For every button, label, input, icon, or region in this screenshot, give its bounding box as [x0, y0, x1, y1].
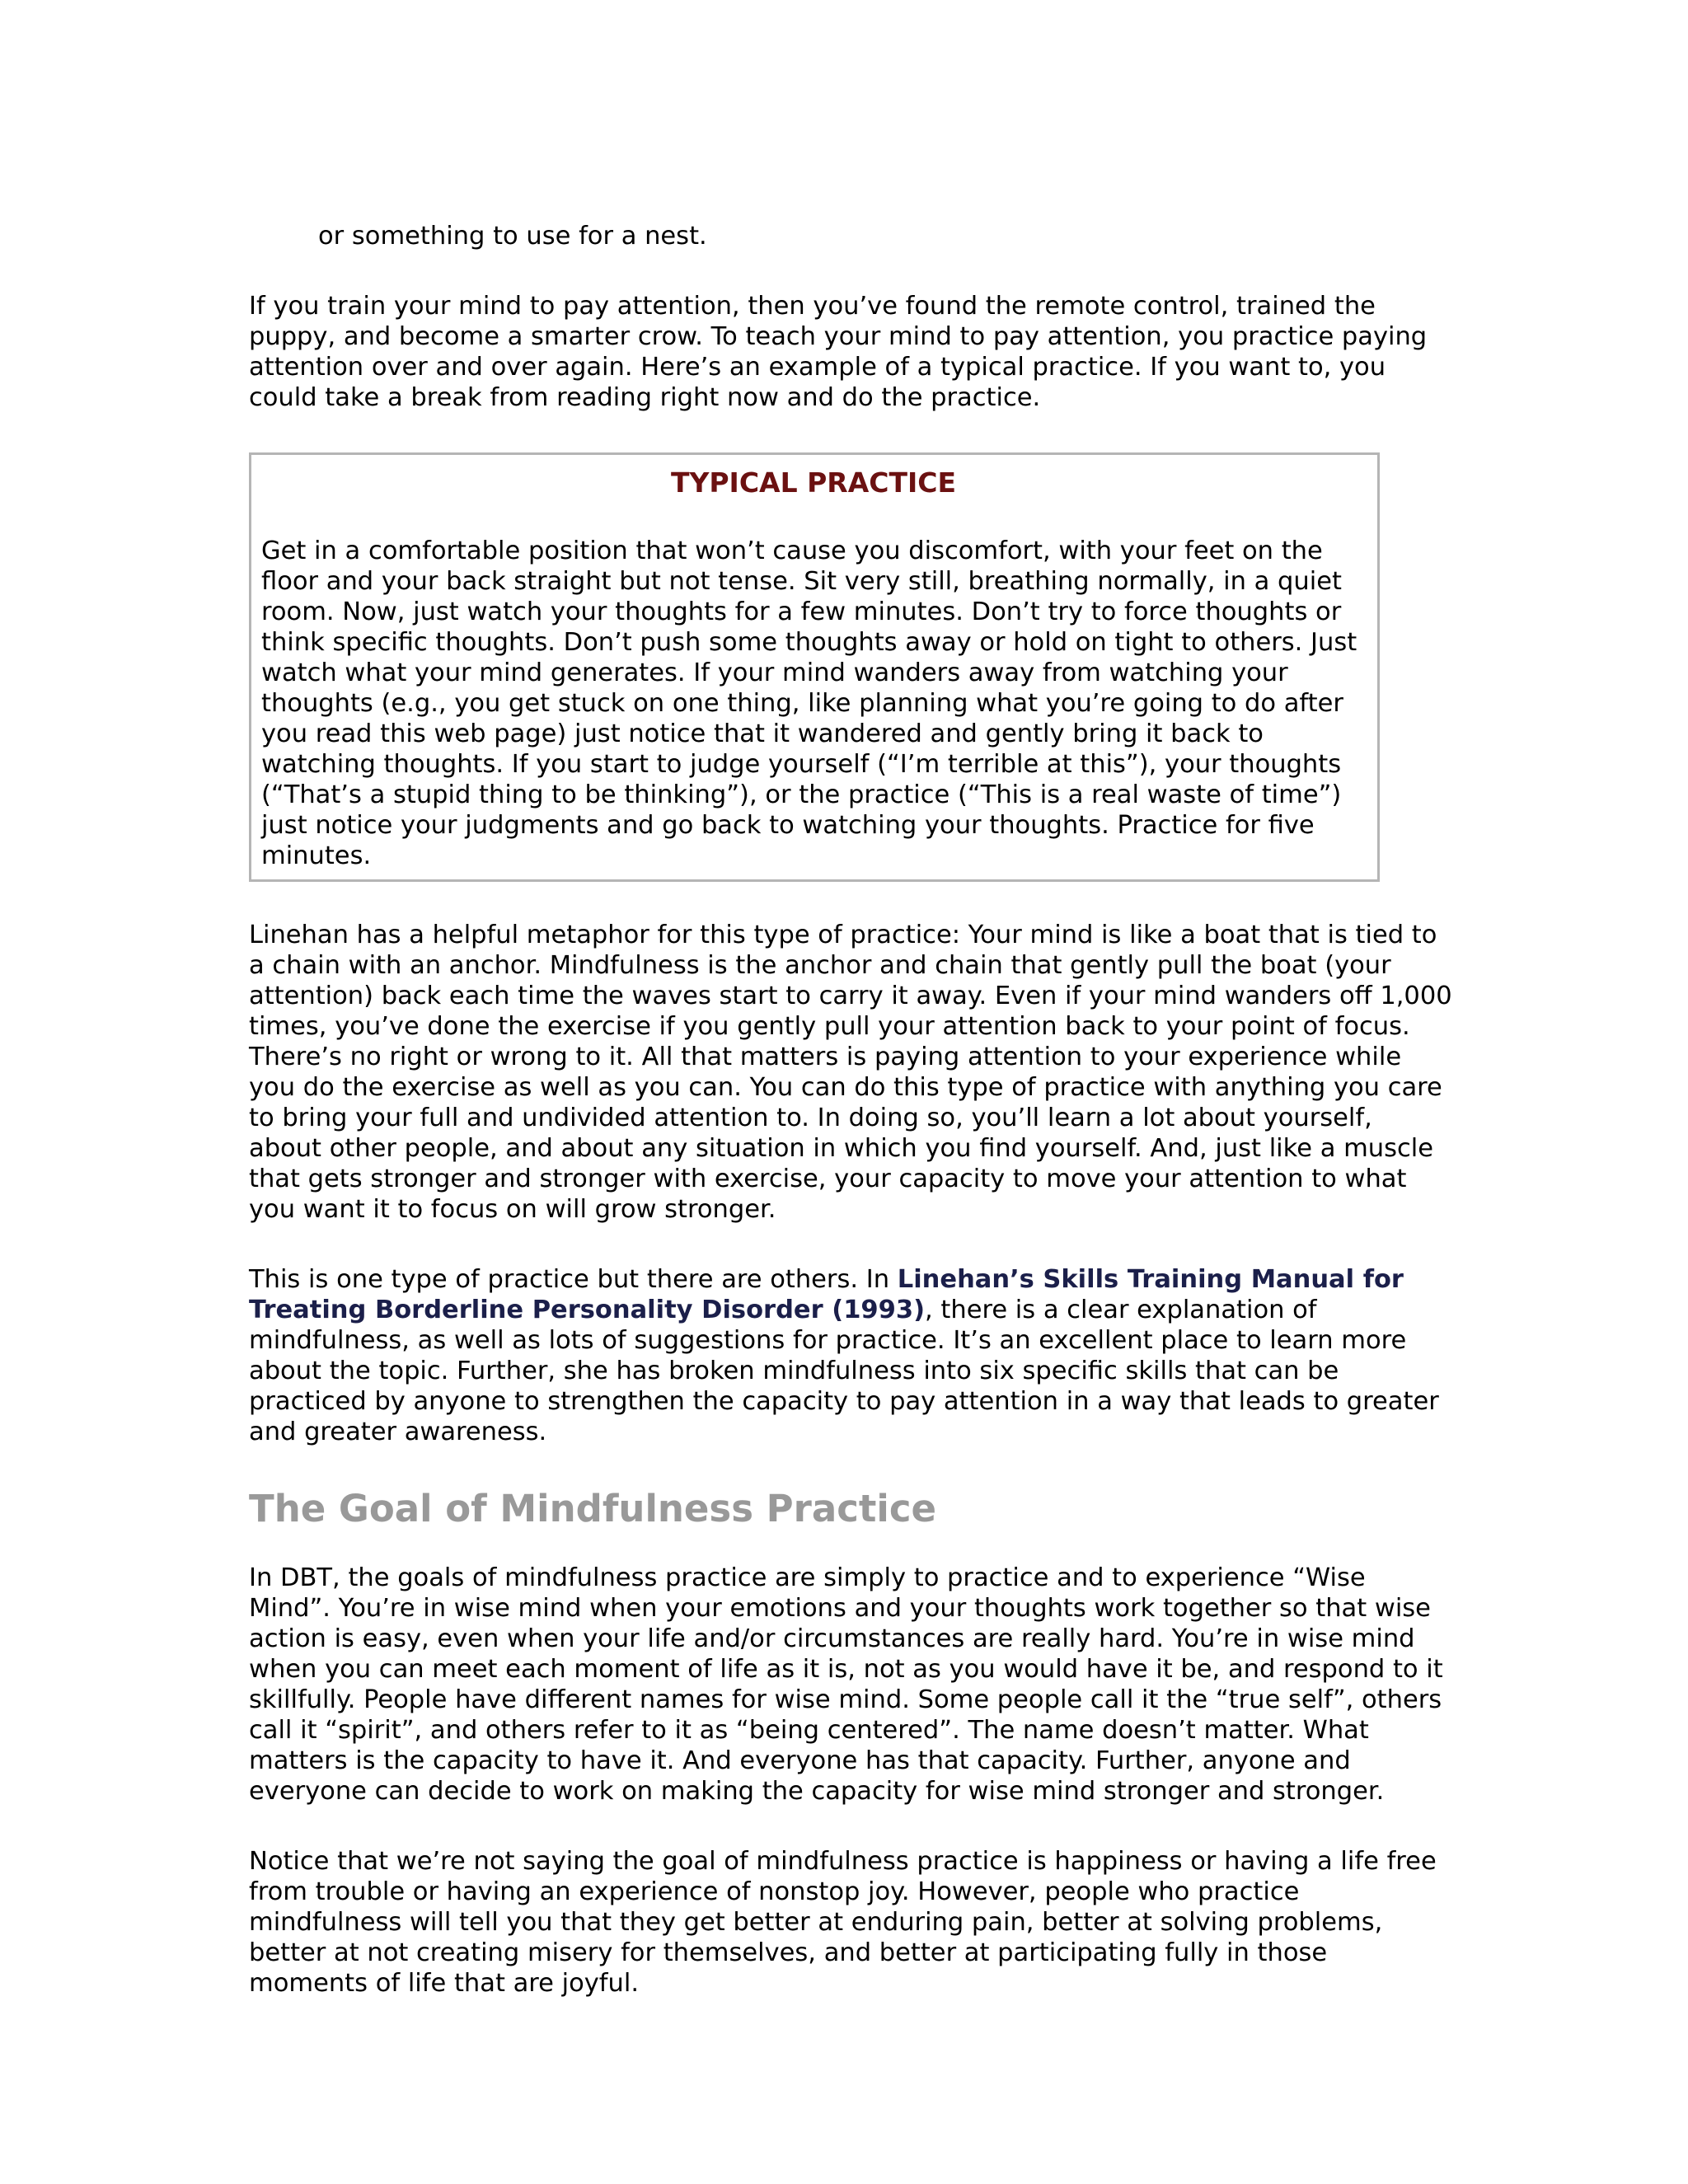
continued-line: or something to use for a nest. [318, 222, 707, 251]
practice-box-title: TYPICAL PRACTICE [670, 466, 957, 499]
manual-paragraph-intro: This is one type of practice but there are others. In [249, 1265, 898, 1294]
metaphor-paragraph: Linehan has a helpful metaphor for this type of practice: Your mind is like a boat that is tied to a chain with an anchor. Mindfulness is the anchor and chain that gently pull the boat (your attention) back each time the waves start to carry it away. Even if your mind wanders off 1,000 times, you’ve done the exercise if you gently pull your attention back to your point of focus. There’s no right or wrong to it. All that matters is paying attention to your experience while you do the exercise as well as you can. You can do this type of practice with anything you care to bring your full and undivided attention to. In doing so, you’ll learn a lot about yourself, about other people, and about any situation in which you find yourself. And, just like a muscle that gets stronger and stronger with exercise, your capacity to move your attention to what you want it to focus on will grow stronger. [249, 921, 1452, 1224]
practice-box-body: Get in a comfortable position that won’t cause you discomfort, with your feet on the floor and your back straight but not tense. Sit very still, breathing normally, in a quiet room. Now, just watch your thoughts for a few minutes. Don’t try to force thoughts or think specific thoughts. Don’t push some thoughts away or hold on tight to others. Just watch what your mind generates. If your mind wanders away from watching your thoughts (e.g., you get stuck on one thing, like planning what you’re going to do after you read this web page) just notice that it wandered and gently bring it back to watching thoughts. If you start to judge yourself (“I’m terrible at this”), your thoughts (“That’s a stupid thing to be thinking”), or the practice (“This is a real waste of time”) just notice your judgments and go back to watching your thoughts. Practice for five minutes. [261, 537, 1357, 870]
document-page [249, 221, 1452, 1999]
goal-notice-paragraph: Notice that we’re not saying the goal of mindfulness practice is happiness or having a life free from trouble or having an experience of nonstop joy. However, people who practice mindfulness will tell you that they get better at enduring pain, better at solving problems, better at not creating misery for themselves, and better at participating fully in those moments of life that are joyful. [249, 1847, 1437, 1998]
manual-paragraph [249, 1264, 1452, 1447]
manual-paragraph-rest: , there is a clear explanation of mindfulness, as well as lots of suggestions for practice. It’s an excellent place to learn more about the topic. Further, she has broken mindfulness into six specific skills that can be practiced by anyone to strengthen the capacity to pay attention in a way that leads to greater and greater awareness. [249, 1296, 1439, 1446]
intro-paragraph: If you train your mind to pay attention, then you’ve found the remote control, trained the puppy, and become a smarter crow. To teach your mind to pay attention, you practice paying attention over and over again. Here’s an example of a typical practice. If you want to, you could take a break from reading right now and do the practice. [249, 292, 1428, 412]
book-title-link[interactable]: Linehan’s Skills Training Manual for Treating Borderline Personality Disorder (1993) [249, 1265, 1404, 1324]
typical-practice-box [249, 452, 1380, 882]
section-heading: The Goal of Mindfulness Practice [249, 1487, 937, 1530]
wise-mind-paragraph: In DBT, the goals of mindfulness practice are simply to practice and to experience “Wise Mind”. You’re in wise mind when your emotions and your thoughts work together so that wise action is easy, even when your life and/or circumstances are really hard. You’re in wise mind when you can meet each moment of life as it is, not as you would have it be, and respond to it skillfully. People have different names for wise mind. Some people call it the “true self”, others call it “spirit”, and others refer to it as “being centered”. The name doesn’t matter. What matters is the capacity to have it. And everyone has that capacity. Further, anyone and everyone can decide to work on making the capacity for wise mind stronger and stronger. [249, 1563, 1443, 1806]
